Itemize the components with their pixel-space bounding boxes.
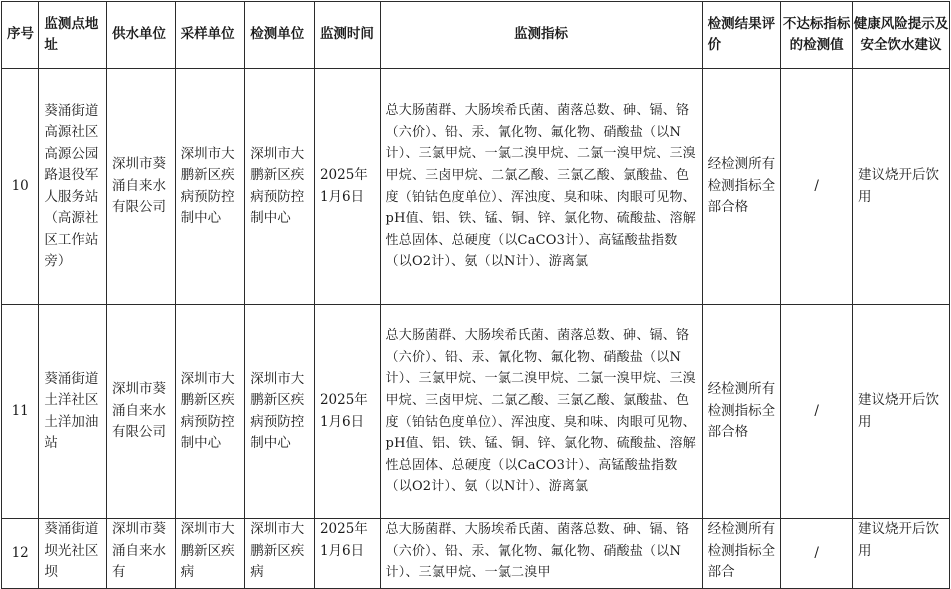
row-indicators: 总大肠菌群、大肠埃希氏菌、菌落总数、砷、镉、铬（六价）、铅、汞、氰化物、氟化物、硝酸盐（以N计）、三氯甲烷、一氯二溴甲: [380, 519, 702, 589]
row-site: 葵涌街道坝光社区坝: [39, 519, 107, 589]
header-indicators: 监测指标: [380, 2, 702, 69]
header-sampling: 采样单位: [175, 2, 245, 69]
header-testing: 检测单位: [245, 2, 315, 69]
row-sampling: 深圳市大鹏新区疾病预防控制中心: [175, 305, 245, 519]
table-row: [2, 69, 950, 305]
row-fail-value: /: [781, 305, 853, 519]
row-indicators: 总大肠菌群、大肠埃希氏菌、菌落总数、砷、镉、铬（六价）、铅、汞、氰化物、氟化物、硝酸盐（以N计）、三氯甲烷、一氯二溴甲烷、二氯一溴甲烷、三溴甲烷、三卤甲烷、二氯乙酸、三氯乙酸、氯酸盐、色度（铂钴色度单位）、浑浊度、臭和味、肉眼可见物、pH值、铝、铁、锰、铜、锌、氯化物、硫酸盐、溶解性总固体、总硬度（以CaCO3计）、高锰酸盐指数（以O2计）、氨（以N计）、游离氯: [380, 69, 702, 305]
row-fail-value: /: [781, 69, 853, 305]
row-site: 葵涌街道高源社区高源公园路退役军人服务站（高源社区工作站旁）: [39, 69, 107, 305]
row-supplier: 深圳市葵涌自来水有限公司: [106, 305, 175, 519]
row-testing: 深圳市大鹏新区疾病: [245, 519, 315, 589]
row-supplier: 深圳市葵涌自来水有: [106, 519, 175, 589]
row-seq: 11: [2, 305, 39, 519]
row-advice: 建议烧开后饮用: [853, 305, 950, 519]
row-indicators: 总大肠菌群、大肠埃希氏菌、菌落总数、砷、镉、铬（六价）、铅、汞、氰化物、氟化物、硝酸盐（以N计）、三氯甲烷、一氯二溴甲烷、二氯一溴甲烷、三溴甲烷、三卤甲烷、二氯乙酸、三氯乙酸、氯酸盐、色度（铂钴色度单位）、浑浊度、臭和味、肉眼可见物、pH值、铝、铁、锰、铜、锌、氯化物、硫酸盐、溶解性总固体、总硬度（以CaCO3计）、高锰酸盐指数（以O2计）、氨（以N计）、游离氯: [380, 305, 702, 519]
header-site: 监测点地址: [39, 2, 107, 69]
row-site: 葵涌街道土洋社区土洋加油站: [39, 305, 107, 519]
row-result: 经检测所有检测指标全部合格: [702, 69, 781, 305]
header-seq: 序号: [2, 2, 39, 69]
row-testing: 深圳市大鹏新区疾病预防控制中心: [245, 305, 315, 519]
header-result: 检测结果评价: [702, 2, 781, 69]
row-advice: 建议烧开后饮用: [853, 69, 950, 305]
header-row: [2, 2, 950, 69]
row-result: 经检测所有检测指标全部合: [702, 519, 781, 589]
row-result: 经检测所有检测指标全部合格: [702, 305, 781, 519]
header-fail-value: 不达标指标的检测值: [781, 2, 853, 69]
table-row: [2, 519, 950, 589]
header-time: 监测时间: [314, 2, 380, 69]
row-advice: 建议烧开后饮用: [853, 519, 950, 589]
header-advice: 健康风险提示及安全饮水建议: [853, 2, 950, 69]
row-testing: 深圳市大鹏新区疾病预防控制中心: [245, 69, 315, 305]
row-seq: 12: [2, 519, 39, 589]
row-fail-value: /: [781, 519, 853, 589]
row-sampling: 深圳市大鹏新区疾病: [175, 519, 245, 589]
row-time: 2025年1月6日: [314, 519, 380, 589]
header-supplier: 供水单位: [106, 2, 175, 69]
row-seq: 10: [2, 69, 39, 305]
row-supplier: 深圳市葵涌自来水有限公司: [106, 69, 175, 305]
table-row: [2, 305, 950, 519]
water-quality-table: [1, 1, 950, 589]
row-time: 2025年1月6日: [314, 69, 380, 305]
row-sampling: 深圳市大鹏新区疾病预防控制中心: [175, 69, 245, 305]
row-time: 2025年1月6日: [314, 305, 380, 519]
